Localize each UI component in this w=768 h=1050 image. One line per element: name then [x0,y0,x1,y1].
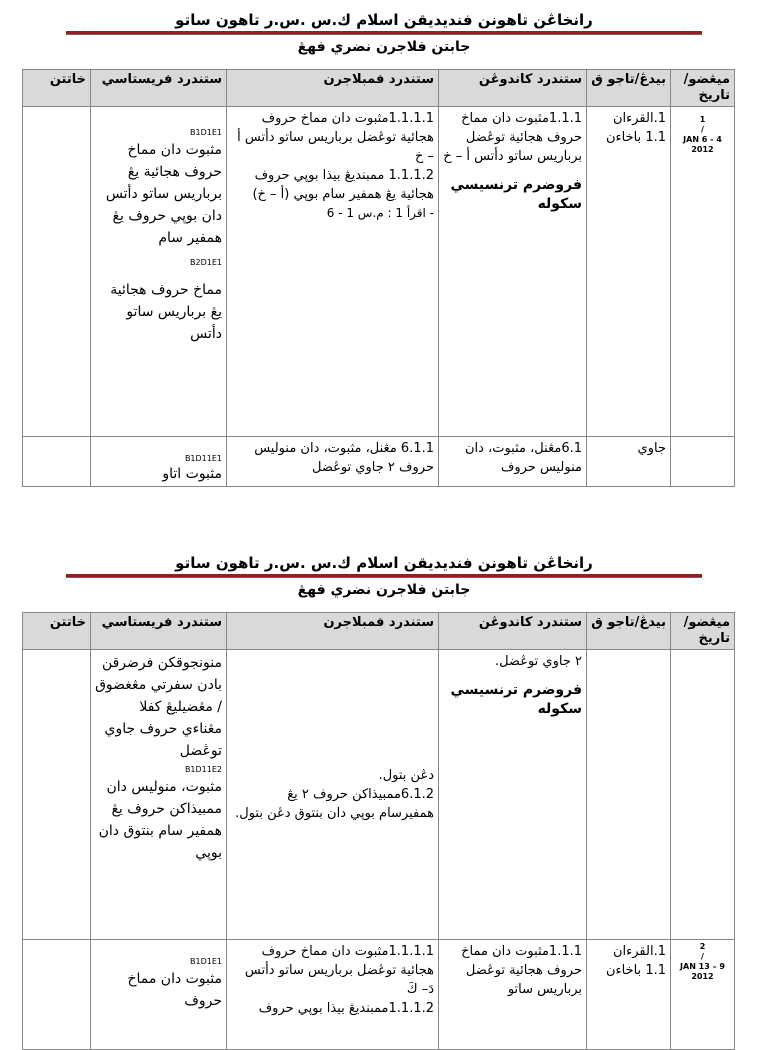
spacer [443,166,582,176]
topic-cell [587,650,671,940]
col-header-notes: خاتتن [23,70,91,107]
col-header-learning-standard: ستندرد فمبلاجرن [227,613,439,650]
week-number: 1 [699,115,706,124]
content-standard-cell: 6.1مڠنل، مثبوت، دان منوليس حروف [439,437,587,487]
topic-line: 1.القرءان [612,944,666,959]
col-header-performance-standard: ستندرد فريستاسي [91,613,227,650]
col-header-content-standard: ستندرد كاندوڠن [439,70,587,107]
content-standard-cell [439,650,587,940]
date-range: JAN 6 - 4 [683,135,722,144]
performance-standard-cell [91,940,227,1050]
learning-standard-item: دڠن بتول. [378,768,434,783]
performance-standard-cell [91,107,227,437]
lesson-plan-table-1 [22,69,735,487]
learning-standard-cell [227,940,439,1050]
notes-cell [23,940,91,1050]
performance-code: B1D11E2 [184,765,222,774]
performance-text: مماخ حروف هجائية يڠ برباريس ساتو دأتس [110,282,222,342]
learning-standard-cell [227,107,439,437]
learning-standard-cell [227,650,439,940]
learning-standard-item: - اقرأ 1 : م.س 1 - 6 [326,206,434,220]
content-standard-bold: فروضرم ترنسيسي سكوله [450,177,582,212]
page-title: رانخاڠن تاهونن فنديديقن اسلام ك.س .س.ر تاهون ساتو [175,11,593,29]
topic-cell [587,940,671,1050]
year: 2012 [691,972,714,981]
lesson-plan-page-1 [0,10,768,57]
performance-code: B1D1E1 [190,128,222,137]
col-header-content-standard: ستندرد كاندوڠن [439,613,587,650]
performance-text: مثبوت اتاو [162,466,222,482]
col-header-performance-standard: ستندرد فريستاسي [91,70,227,107]
week-slash: / [701,125,704,134]
performance-code: B1D1E1 [190,957,222,966]
learning-standard-item: 6.1.2ممبيذاكن حروف ٢ يڠ همفيرسام بوڽي دان بنتوق دڠن بتول. [235,787,434,821]
week-date-cell [671,437,735,487]
learning-standard-item: 1.1.1.1مثبوت دان مماخ حروف هجائية توڠضل برباريس ساتو دأتس أ – خ [237,111,434,164]
title-rule [66,31,702,35]
performance-code: B1D11E1 [184,454,222,463]
week-slash: / [701,952,704,961]
page-subtitle: جابتن فلاجرن نضري فهڠ [297,39,471,55]
table-row [23,437,735,487]
spacer [443,671,582,681]
performance-text: مثبوت دان مماخ حروف هجائية يڠ برباريس ساتو دأتس دان بوڽي حروف يڠ همفير سام [105,142,222,246]
lesson-plan-page-2 [0,553,768,600]
col-header-notes: خاتتن [23,613,91,650]
week-date-cell [671,940,735,1050]
col-header-date: ميڠضو/ تاريخ [671,613,735,650]
spacer [95,269,222,279]
title-rule [66,574,702,578]
topic-cell [587,107,671,437]
learning-standard-cell: 6.1.1 مڠنل، مثبوت، دان منوليس حروف ٢ جاوي توڠضل [227,437,439,487]
topic-line: 1.1 باخاءن [605,130,666,145]
page-title: رانخاڠن تاهونن فنديديقن اسلام ك.س .س.ر تاهون ساتو [175,554,593,572]
performance-text: مثبوت دان مماخ حروف [127,971,222,1009]
table-row [23,940,735,1050]
year: 2012 [691,145,714,154]
col-header-topic: بيدڠ/تاجو ق [587,613,671,650]
page-header [0,553,768,600]
performance-text: منونجوقكن فرضرقن بادن سفرتي مڠغضوق / مڠضيليڠ كفلا مڠناءي حروف جاوي توڠضل [95,655,222,759]
table-row [23,107,735,437]
notes-cell [23,650,91,940]
notes-cell [23,107,91,437]
week-number: 2 [699,942,706,951]
lesson-plan-table-2 [22,612,735,1050]
content-standard-cell [439,107,587,437]
topic-cell: جاوي [587,437,671,487]
performance-standard-cell [91,437,227,487]
table-header-row [23,613,735,650]
learning-standard-item: 1.1.1.2 ممبنديڠ بيذا بوڽي حروف هجائية يڠ همفير سام بوڽي (أ – خ) [252,168,434,202]
table-row [23,650,735,940]
content-standard-text: 1.1.1مثبوت دان مماخ حروف هجائية توڠضل برباريس ساتو دأتس أ – خ [443,111,582,164]
content-standard-cell: 1.1.1مثبوت دان مماخ حروف هجائية توڠضل برباريس ساتو [439,940,587,1050]
week-date-cell [671,650,735,940]
performance-code: B2D1E1 [190,258,222,267]
date-range: JAN 13 – 9 [680,962,725,971]
topic-line: 1.1 باخاءن [605,963,666,978]
notes-cell [23,437,91,487]
content-standard-bold: فروضرم ترنسيسي سكوله [450,682,582,717]
week-date-cell [671,107,735,437]
page-subtitle: جابتن فلاجرن نضري فهڠ [297,582,471,598]
col-header-learning-standard: ستندرد فمبلاجرن [227,70,439,107]
col-header-topic: بيدڠ/تاجو ق [587,70,671,107]
performance-standard-cell [91,650,227,940]
topic-line: 1.القرءان [612,111,666,126]
learning-standard-item: 1.1.1.2ممبنديڠ بيذا بوڽي حروف [258,1001,434,1016]
content-standard-text: ٢ جاوي توڠضل. [494,654,582,669]
table-header-row [23,70,735,107]
learning-standard-item: 1.1.1.1مثبوت دان مماخ حروف هجائية توڠضل برباريس ساتو دأتس دَ– كَ [244,944,434,997]
page-header [0,10,768,57]
performance-text: مثبوت، منوليس دان ممبيذاكن حروف يڠ همفير سام بنتوق دان بوڽي [98,779,222,861]
col-header-date: ميڠضو/ تاريخ [671,70,735,107]
